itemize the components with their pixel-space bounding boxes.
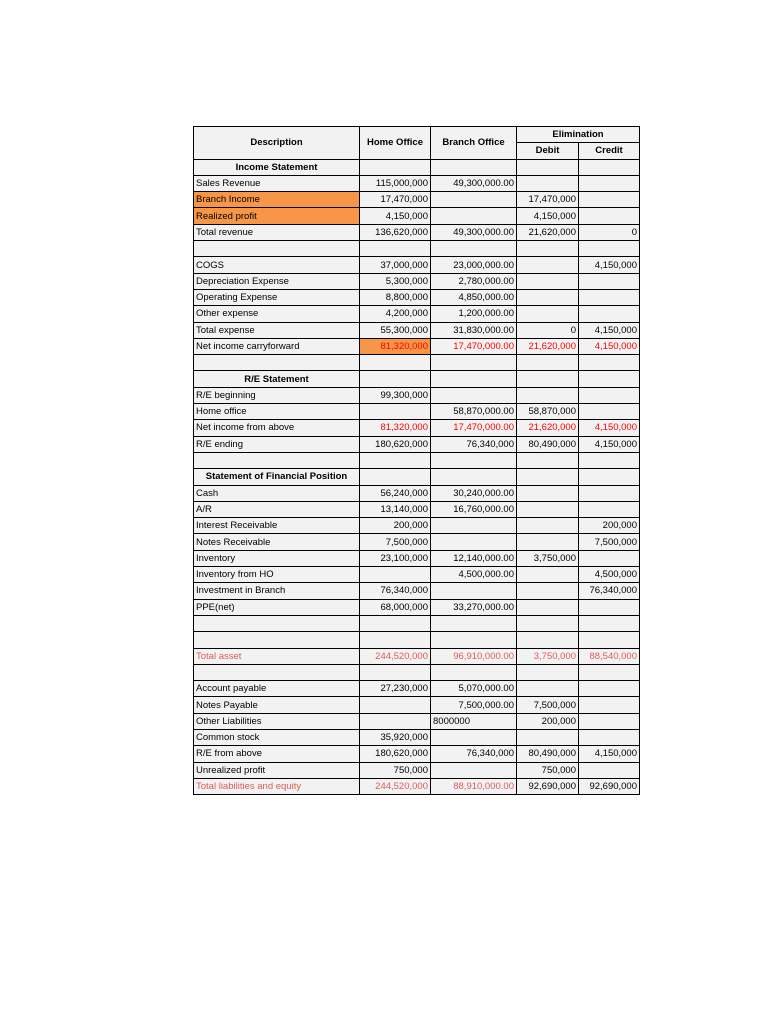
table-row [194,338,640,354]
cell-credit[interactable] [579,452,640,468]
cell-home[interactable] [360,241,431,257]
cell-credit[interactable]: 92,690,000 [579,778,640,794]
row-label[interactable]: Inventory from HO [194,567,360,583]
cell-home-office[interactable]: 81,320,000 [360,420,431,436]
cell-branch-office[interactable] [431,583,517,599]
cell-debit[interactable] [517,289,579,305]
cell-home[interactable] [360,469,431,485]
cell-home-office[interactable]: 4,200,000 [360,306,431,322]
cell-home[interactable] [360,615,431,631]
cell-home-office[interactable]: 17,470,000 [360,192,431,208]
cell-credit[interactable]: 76,340,000 [579,583,640,599]
cell-debit[interactable]: 21,620,000 [517,224,579,240]
table-row [194,778,640,794]
cell-home-office[interactable]: 76,340,000 [360,583,431,599]
cell-branch-office[interactable]: 49,300,000.00 [431,175,517,191]
cell-home-office[interactable]: 5,300,000 [360,273,431,289]
cell-debit[interactable]: 21,620,000 [517,338,579,354]
cell-home-office[interactable]: 23,100,000 [360,550,431,566]
row-label[interactable]: Realized profit [194,208,360,224]
cell-branch-office[interactable]: 8000000 [431,713,517,729]
row-label[interactable]: Total revenue [194,224,360,240]
cell-branch-office[interactable]: 17,470,000.00 [431,420,517,436]
cell-debit[interactable] [517,583,579,599]
cell-home-office[interactable]: 244,520,000 [360,778,431,794]
cell-branch-office[interactable]: 31,830,000.00 [431,322,517,338]
cell-home[interactable] [360,371,431,387]
cell-debit[interactable]: 0 [517,322,579,338]
cell-debit[interactable]: 17,470,000 [517,192,579,208]
cell-credit[interactable] [579,681,640,697]
cell-credit[interactable] [579,469,640,485]
cell-branch[interactable] [431,355,517,371]
cell-label[interactable] [194,452,360,468]
cell-branch-office[interactable]: 12,140,000.00 [431,550,517,566]
cell-branch[interactable] [431,664,517,680]
cell-branch[interactable] [431,632,517,648]
cell-home-office[interactable]: 35,920,000 [360,729,431,745]
cell-home[interactable] [360,159,431,175]
blank-row [194,632,640,648]
cell-credit[interactable] [579,208,640,224]
row-label[interactable]: Operating Expense [194,289,360,305]
row-label[interactable]: Net income carryforward [194,338,360,354]
cell-credit[interactable]: 4,150,000 [579,746,640,762]
row-label[interactable]: Inventory [194,550,360,566]
cell-branch-office[interactable]: 96,910,000.00 [431,648,517,664]
cell-debit[interactable] [517,355,579,371]
cell-home-office[interactable] [360,713,431,729]
cell-debit[interactable] [517,452,579,468]
cell-home-office[interactable]: 750,000 [360,762,431,778]
cell-debit[interactable]: 58,870,000 [517,404,579,420]
cell-credit[interactable] [579,355,640,371]
cell-debit[interactable] [517,159,579,175]
cell-credit[interactable] [579,713,640,729]
cell-home-office[interactable]: 81,320,000 [360,338,431,354]
table-row [194,567,640,583]
cell-branch-office[interactable]: 76,340,000 [431,436,517,452]
cell-credit[interactable] [579,175,640,191]
cell-credit[interactable] [579,241,640,257]
header-elimination[interactable]: Elimination [517,127,640,143]
row-label[interactable]: Home office [194,404,360,420]
cell-credit[interactable] [579,632,640,648]
cell-home-office[interactable]: 244,520,000 [360,648,431,664]
cell-credit[interactable]: 200,000 [579,518,640,534]
row-label[interactable]: Total asset [194,648,360,664]
table-row [194,175,640,191]
row-label[interactable]: R/E ending [194,436,360,452]
section-row [194,159,640,175]
row-label[interactable]: PPE(net) [194,599,360,615]
cell-branch-office[interactable]: 58,870,000.00 [431,404,517,420]
cell-branch[interactable] [431,615,517,631]
table-row [194,306,640,322]
blank-row [194,452,640,468]
section-title[interactable]: R/E Statement [194,371,360,387]
row-label[interactable]: Other Liabilities [194,713,360,729]
row-label[interactable]: Interest Receivable [194,518,360,534]
cell-branch-office[interactable]: 5,070,000.00 [431,681,517,697]
cell-branch-office[interactable] [431,518,517,534]
cell-debit[interactable] [517,241,579,257]
cell-debit[interactable] [517,599,579,615]
cell-branch-office[interactable]: 1,200,000.00 [431,306,517,322]
cell-label[interactable] [194,241,360,257]
cell-home-office[interactable]: 4,150,000 [360,208,431,224]
cell-home-office[interactable]: 180,620,000 [360,746,431,762]
cell-label[interactable] [194,355,360,371]
header-home-office[interactable]: Home Office [360,127,431,160]
table-row [194,322,640,338]
section-row [194,371,640,387]
cell-debit[interactable] [517,615,579,631]
cell-debit[interactable] [517,567,579,583]
cell-debit[interactable] [517,632,579,648]
cell-debit[interactable] [517,501,579,517]
table-row [194,192,640,208]
cell-home[interactable] [360,664,431,680]
cell-debit[interactable]: 92,690,000 [517,778,579,794]
cell-debit[interactable] [517,175,579,191]
table-row [194,550,640,566]
table-row [194,273,640,289]
worksheet-table [193,126,640,795]
cell-debit[interactable] [517,485,579,501]
cell-credit[interactable] [579,729,640,745]
table-row [194,681,640,697]
cell-branch-office[interactable]: 49,300,000.00 [431,224,517,240]
section-title[interactable]: Statement of Financial Position [194,469,360,485]
row-label[interactable]: Investment in Branch [194,583,360,599]
table-row [194,583,640,599]
row-label[interactable]: Other expense [194,306,360,322]
header-credit[interactable]: Credit [579,143,640,159]
row-label[interactable]: R/E from above [194,746,360,762]
table-row [194,257,640,273]
cell-home-office[interactable]: 13,140,000 [360,501,431,517]
table-row [194,697,640,713]
row-label[interactable]: R/E beginning [194,387,360,403]
cell-branch-office[interactable]: 4,850,000.00 [431,289,517,305]
header-branch-office[interactable]: Branch Office [431,127,517,160]
cell-debit[interactable] [517,518,579,534]
table-row [194,729,640,745]
table-row [194,713,640,729]
cell-branch-office[interactable] [431,192,517,208]
row-label[interactable]: COGS [194,257,360,273]
cell-branch-office[interactable]: 33,270,000.00 [431,599,517,615]
cell-home-office[interactable] [360,697,431,713]
row-label[interactable]: Total expense [194,322,360,338]
cell-home-office[interactable] [360,567,431,583]
table-row [194,648,640,664]
blank-row [194,241,640,257]
worksheet-body [194,127,640,795]
table-row [194,436,640,452]
cell-debit[interactable] [517,681,579,697]
cell-branch-office[interactable] [431,534,517,550]
cell-credit[interactable] [579,371,640,387]
table-row [194,208,640,224]
cell-debit[interactable] [517,273,579,289]
cell-home[interactable] [360,632,431,648]
table-row [194,518,640,534]
cell-debit[interactable] [517,534,579,550]
cell-branch-office[interactable] [431,729,517,745]
cell-debit[interactable] [517,371,579,387]
cell-label[interactable] [194,664,360,680]
cell-home-office[interactable]: 180,620,000 [360,436,431,452]
cell-label[interactable] [194,615,360,631]
cell-branch-office[interactable]: 4,500,000.00 [431,567,517,583]
cell-branch-office[interactable]: 16,760,000.00 [431,501,517,517]
cell-debit[interactable]: 80,490,000 [517,746,579,762]
table-row [194,599,640,615]
cell-debit[interactable] [517,469,579,485]
cell-credit[interactable]: 4,150,000 [579,322,640,338]
cell-debit[interactable]: 750,000 [517,762,579,778]
cell-credit[interactable] [579,289,640,305]
table-row [194,746,640,762]
row-label[interactable]: Net income from above [194,420,360,436]
cell-debit[interactable] [517,387,579,403]
section-row [194,469,640,485]
cell-home-office[interactable]: 200,000 [360,518,431,534]
cell-home-office[interactable]: 7,500,000 [360,534,431,550]
cell-label[interactable] [194,632,360,648]
cell-debit[interactable]: 4,150,000 [517,208,579,224]
blank-row [194,355,640,371]
cell-branch-office[interactable]: 30,240,000.00 [431,485,517,501]
table-row [194,501,640,517]
table-row [194,534,640,550]
cell-home-office[interactable]: 27,230,000 [360,681,431,697]
cell-home-office[interactable]: 136,620,000 [360,224,431,240]
header-row [194,127,640,143]
cell-branch-office[interactable]: 88,910,000.00 [431,778,517,794]
table-row [194,404,640,420]
cell-branch[interactable] [431,159,517,175]
cell-credit[interactable] [579,762,640,778]
blank-row [194,664,640,680]
row-label[interactable]: Common stock [194,729,360,745]
cell-debit[interactable]: 80,490,000 [517,436,579,452]
blank-row [194,615,640,631]
cell-credit[interactable] [579,615,640,631]
cell-debit[interactable] [517,664,579,680]
cell-home[interactable] [360,355,431,371]
table-row [194,420,640,436]
table-row [194,485,640,501]
cell-debit[interactable]: 7,500,000 [517,697,579,713]
row-label[interactable]: Notes Receivable [194,534,360,550]
cell-credit[interactable] [579,485,640,501]
header-debit[interactable]: Debit [517,143,579,159]
row-label[interactable]: Notes Payable [194,697,360,713]
cell-branch-office[interactable] [431,387,517,403]
cell-credit[interactable] [579,550,640,566]
row-label[interactable]: Branch Income [194,192,360,208]
cell-branch[interactable] [431,452,517,468]
cell-debit[interactable]: 200,000 [517,713,579,729]
cell-branch-office[interactable]: 76,340,000 [431,746,517,762]
cell-credit[interactable] [579,387,640,403]
cell-debit[interactable]: 3,750,000 [517,648,579,664]
row-label[interactable]: Total liabilities and equity [194,778,360,794]
row-label[interactable]: Account payable [194,681,360,697]
cell-home-office[interactable]: 37,000,000 [360,257,431,273]
cell-branch-office[interactable]: 7,500,000.00 [431,697,517,713]
cell-home-office[interactable] [360,404,431,420]
cell-home-office[interactable]: 68,000,000 [360,599,431,615]
cell-debit[interactable] [517,306,579,322]
cell-home-office[interactable]: 56,240,000 [360,485,431,501]
cell-credit[interactable] [579,306,640,322]
header-description[interactable]: Description [194,127,360,160]
section-title[interactable]: Income Statement [194,159,360,175]
row-label[interactable]: Sales Revenue [194,175,360,191]
cell-credit[interactable] [579,599,640,615]
cell-branch[interactable] [431,371,517,387]
table-row [194,224,640,240]
cell-home-office[interactable]: 55,300,000 [360,322,431,338]
cell-credit[interactable]: 4,150,000 [579,420,640,436]
cell-credit[interactable]: 4,150,000 [579,436,640,452]
cell-branch-office[interactable] [431,762,517,778]
table-row [194,762,640,778]
cell-credit[interactable]: 4,150,000 [579,338,640,354]
cell-debit[interactable] [517,729,579,745]
cell-branch-office[interactable]: 2,780,000.00 [431,273,517,289]
cell-home-office[interactable]: 115,000,000 [360,175,431,191]
cell-home-office[interactable]: 99,300,000 [360,387,431,403]
cell-credit[interactable] [579,192,640,208]
cell-credit[interactable] [579,404,640,420]
row-label[interactable]: A/R [194,501,360,517]
cell-branch[interactable] [431,469,517,485]
cell-credit[interactable]: 4,500,000 [579,567,640,583]
table-row [194,289,640,305]
row-label[interactable]: Depreciation Expense [194,273,360,289]
table-row [194,387,640,403]
cell-credit[interactable] [579,664,640,680]
cell-credit[interactable] [579,273,640,289]
cell-credit[interactable]: 4,150,000 [579,257,640,273]
cell-credit[interactable]: 88,540,000 [579,648,640,664]
cell-branch-office[interactable]: 23,000,000.00 [431,257,517,273]
row-label[interactable]: Cash [194,485,360,501]
cell-home-office[interactable]: 8,800,000 [360,289,431,305]
cell-home[interactable] [360,452,431,468]
cell-debit[interactable]: 3,750,000 [517,550,579,566]
cell-credit[interactable] [579,697,640,713]
cell-branch-office[interactable] [431,208,517,224]
cell-credit[interactable] [579,159,640,175]
cell-branch-office[interactable]: 17,470,000.00 [431,338,517,354]
cell-credit[interactable]: 0 [579,224,640,240]
row-label[interactable]: Unrealized profit [194,762,360,778]
cell-credit[interactable]: 7,500,000 [579,534,640,550]
cell-debit[interactable] [517,257,579,273]
cell-debit[interactable]: 21,620,000 [517,420,579,436]
cell-credit[interactable] [579,501,640,517]
cell-branch[interactable] [431,241,517,257]
